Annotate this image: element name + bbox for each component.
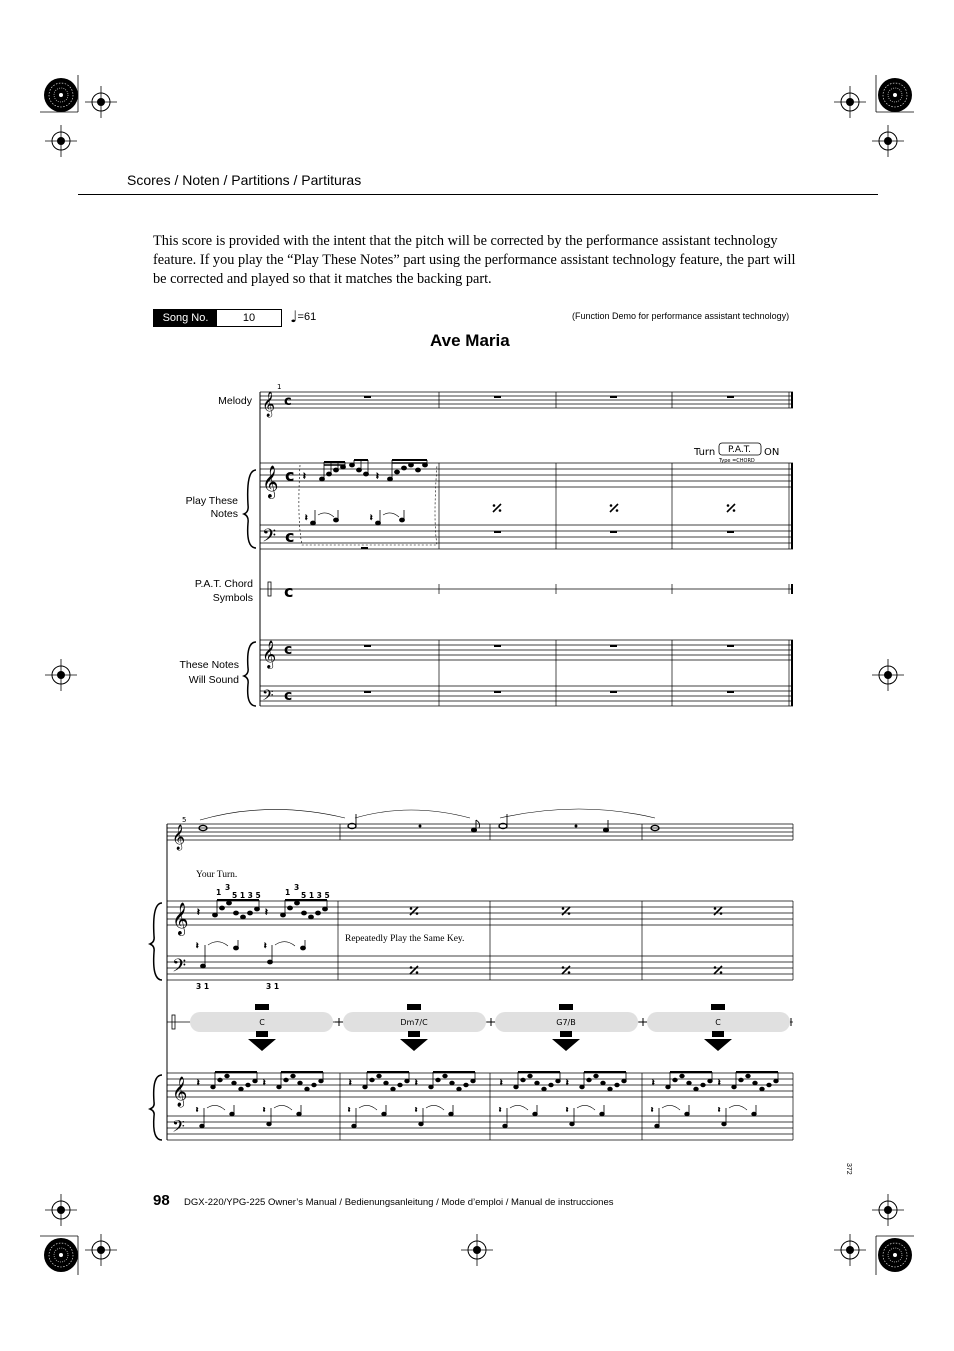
song-title: Ave Maria <box>430 331 510 350</box>
chord-label: C <box>715 1018 721 1027</box>
system2-melody <box>199 809 659 832</box>
label-pat-chord-2: Symbols <box>212 592 253 604</box>
measure-number-5: 5 <box>182 816 187 824</box>
svg-text:𝄽: 𝄽 <box>196 941 199 950</box>
label-will-sound-2: Will Sound <box>188 674 239 686</box>
svg-text:𝄽: 𝄽 <box>370 513 373 522</box>
svg-text:𝄽: 𝄽 <box>305 513 308 522</box>
bass-clef-icon: 𝄢 <box>172 1116 185 1140</box>
svg-text:c: c <box>284 642 293 658</box>
svg-text:c: c <box>285 466 295 485</box>
svg-text:𝄽: 𝄽 <box>263 1078 266 1087</box>
treble-clef-icon: 𝄞 <box>172 902 189 935</box>
chord-label: Dm7/C <box>400 1018 428 1027</box>
brace-sound-2 <box>150 1075 162 1140</box>
system2-clefs <box>172 824 189 1140</box>
system1-staves <box>260 392 793 706</box>
your-turn-label: Your Turn. <box>196 870 238 880</box>
brace-play-2 <box>150 903 162 980</box>
measure-number-1: 1 <box>277 383 282 391</box>
bass-clef-icon: 𝄢 <box>172 956 187 981</box>
svg-text:1: 1 <box>216 888 222 897</box>
treble-clef-icon: 𝄞 <box>262 640 277 668</box>
brace-sound <box>244 642 256 706</box>
pat-button-label: P.A.T. <box>728 445 752 455</box>
tempo-value: =61 <box>297 311 317 323</box>
svg-text:c: c <box>284 688 293 704</box>
treble-clef-icon: 𝄞 <box>262 392 276 417</box>
fingering <box>196 883 330 991</box>
type-chord-label: Type =CHORD <box>719 458 755 464</box>
repeatedly-label: Repeatedly Play the Same Key. <box>345 934 465 944</box>
sound-figure <box>196 1072 323 1128</box>
system1-rests <box>361 396 734 693</box>
quarter-note-icon: ♩ <box>290 307 298 326</box>
down-arrow-icon <box>248 1031 276 1051</box>
chord-label: C <box>259 1018 265 1027</box>
turn-label: Turn <box>694 447 716 458</box>
svg-text:c: c <box>284 394 292 409</box>
chord-pills <box>190 1004 791 1032</box>
svg-text:𝄽: 𝄽 <box>197 908 200 918</box>
system1-clefs <box>262 391 279 708</box>
svg-text:3 1: 3 1 <box>196 982 210 991</box>
svg-text:𝄽: 𝄽 <box>264 941 267 950</box>
down-arrow-icon <box>704 1031 732 1051</box>
song-number-label: Song No. <box>154 310 217 326</box>
intro-paragraph: This score is provided with the intent that the pitch will be corrected by the performance assistant technology feature. If you play the “Play These Notes” part using the performance assistant technology feature, the part will be corrected and played so that it matches the backing part. <box>153 233 796 287</box>
svg-text:5 1 3 5: 5 1 3 5 <box>232 891 261 900</box>
svg-text:𝄽: 𝄽 <box>376 472 379 482</box>
sound-figure-m2 <box>348 1072 475 1128</box>
chord-label: G7/B <box>556 1018 576 1027</box>
manual-title: DGX-220/YPG-225 Owner’s Manual / Bedienungsanleitung / Mode d’emploi / Manual de instrucciones <box>184 1197 614 1208</box>
label-pat-chord-1: P.A.T. Chord <box>194 578 253 590</box>
example-frame <box>299 465 437 545</box>
brace-play <box>244 470 256 548</box>
svg-text:𝄽: 𝄽 <box>196 1106 199 1114</box>
svg-text:5 1 3 5: 5 1 3 5 <box>301 891 330 900</box>
down-arrows <box>248 1031 732 1051</box>
side-number: 372 <box>845 1163 852 1175</box>
label-play-these-notes-1: Play These <box>185 495 238 507</box>
function-demo-note: (Function Demo for performance assistant technology) <box>572 311 790 321</box>
sound-figure-m3 <box>499 1072 626 1128</box>
system2-play-notes <box>196 900 328 968</box>
on-label: ON <box>764 447 780 458</box>
treble-clef-icon: 𝄞 <box>262 465 279 498</box>
svg-text:3 1: 3 1 <box>266 982 280 991</box>
system2-staves <box>167 824 793 1140</box>
label-play-these-notes-2: Notes <box>210 508 238 520</box>
svg-text:1: 1 <box>285 888 291 897</box>
svg-text:c: c <box>285 527 295 546</box>
svg-text:𝄽: 𝄽 <box>303 472 306 482</box>
bass-clef-icon: 𝄢 <box>262 687 274 708</box>
svg-text:3: 3 <box>294 883 300 892</box>
svg-text:𝄽: 𝄽 <box>197 1078 200 1087</box>
svg-text:3: 3 <box>225 883 231 892</box>
song-number-value: 10 <box>242 312 256 324</box>
system1-repeat-marks <box>493 504 736 512</box>
down-arrow-icon <box>400 1031 428 1051</box>
down-arrow-icon <box>552 1031 580 1051</box>
sound-figure-m4 <box>651 1072 778 1128</box>
svg-text:𝄽: 𝄽 <box>265 908 268 918</box>
system1-example-notes <box>303 460 428 525</box>
page-number: 98 <box>153 1192 170 1209</box>
label-will-sound-1: These Notes <box>179 659 239 671</box>
bass-clef-icon: 𝄢 <box>262 526 277 551</box>
label-melody: Melody <box>218 395 252 407</box>
section-title: Scores / Noten / Partitions / Partituras <box>127 172 362 188</box>
treble-clef-icon: 𝄞 <box>172 825 186 850</box>
svg-text:c: c <box>284 582 294 601</box>
svg-text:𝄽: 𝄽 <box>263 1106 266 1114</box>
treble-clef-icon: 𝄞 <box>172 1077 188 1107</box>
